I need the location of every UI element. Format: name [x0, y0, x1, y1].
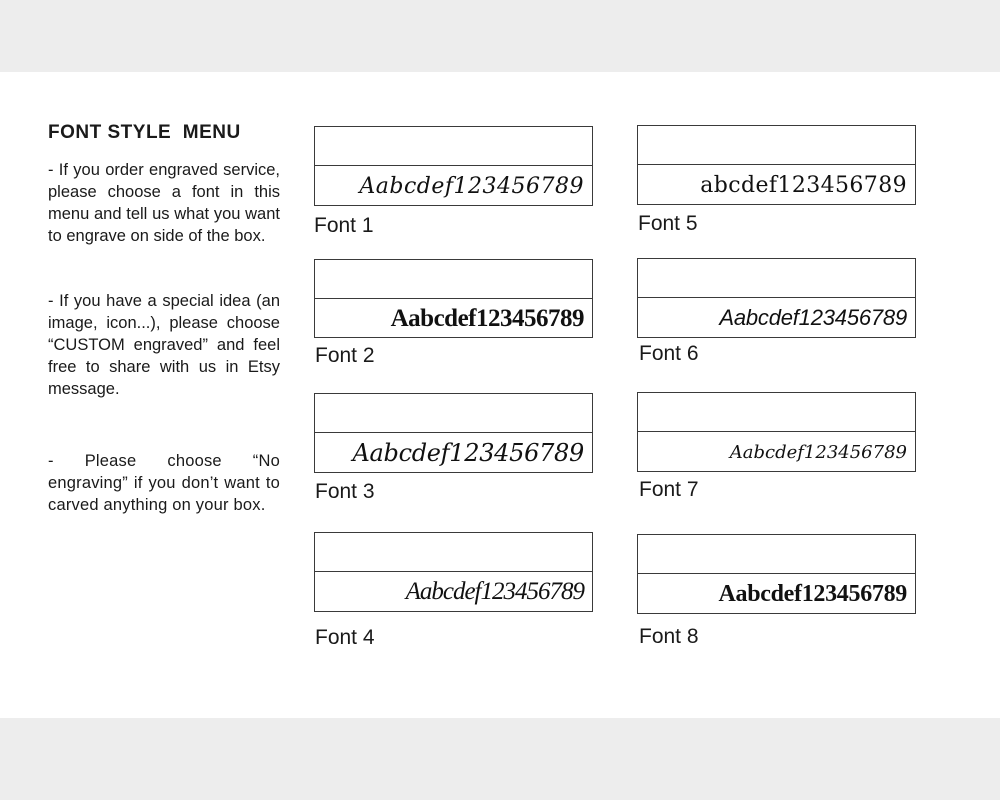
font-8-sample: Aabcdef123456789 [718, 580, 907, 607]
box-divider [315, 432, 592, 433]
font-8-sample-box [637, 534, 916, 614]
font-menu-sheet [0, 72, 1000, 718]
font-8-label: Font 8 [639, 625, 699, 648]
instruction-engrave: - If you order engraved service, please choose a font in this menu and tell us what you want to engrave on side of the box. [48, 161, 280, 245]
font-5-sample-box [637, 125, 916, 205]
font-1-label: Font 1 [314, 214, 374, 237]
font-7-sample-box [637, 392, 916, 472]
font-2-sample: Aabcdef123456789 [390, 304, 584, 332]
box-divider [638, 297, 915, 298]
font-2-label: Font 2 [315, 344, 375, 367]
font-7-label: Font 7 [639, 478, 699, 501]
box-divider [638, 573, 915, 574]
box-divider [638, 431, 915, 432]
box-divider [315, 165, 592, 166]
instruction-no-engraving: - Please choose “No engraving” if you don’t want to carved anything on your box. [48, 452, 280, 514]
box-divider [315, 298, 592, 299]
font-2-sample-box [314, 259, 593, 338]
font-6-sample-box [637, 258, 916, 338]
font-6-label: Font 6 [639, 342, 699, 365]
font-3-sample-box [314, 393, 593, 473]
box-divider [638, 164, 915, 165]
box-divider [315, 571, 592, 572]
font-6-sample: Aabcdef123456789 [719, 305, 907, 330]
font-4-sample: Aabcdef123456789 [405, 578, 584, 605]
menu-title: FONT STYLE MENU [48, 122, 241, 143]
font-1-sample-box [314, 126, 593, 206]
font-5-sample: abcdef123456789 [700, 172, 907, 198]
font-4-label: Font 4 [315, 626, 375, 649]
instruction-custom: - If you have a special idea (an image, icon...), please choose “CUSTOM engraved” and feel free to share with us in Etsy message. [48, 292, 280, 398]
font-7-sample: Aabcdef123456789 [729, 441, 907, 463]
font-4-sample-box [314, 532, 593, 612]
font-5-label: Font 5 [638, 212, 698, 235]
font-1-sample: Aabcdef123456789 [359, 173, 584, 199]
font-3-sample: Aabcdef123456789 [352, 439, 584, 467]
font-3-label: Font 3 [315, 480, 375, 503]
